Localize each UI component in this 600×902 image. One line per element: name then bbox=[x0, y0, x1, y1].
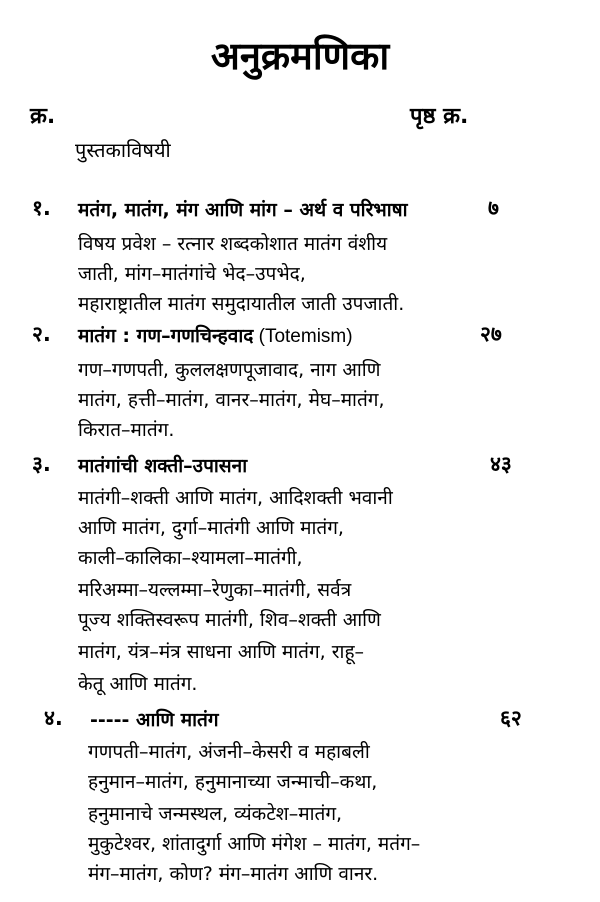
entry-description-line: हनुमान–मातंग, हनुमानाच्या जन्माची–कथा, bbox=[88, 771, 378, 793]
entry-description-line: महाराष्ट्रातील मातंग समुदायातील जाती उपजाती. bbox=[78, 293, 405, 315]
page-title: अनुक्रमणिका bbox=[210, 34, 390, 78]
entry-page-number: ७ bbox=[488, 196, 499, 220]
entry-number: ४. bbox=[44, 706, 63, 730]
serial-column-header: क्र. bbox=[30, 104, 56, 129]
entry-page-number: २७ bbox=[480, 322, 502, 346]
entry-description-line: गण–गणपती, कुललक्षणपूजावाद, नाग आणि bbox=[78, 359, 381, 381]
entry-description-line: मंग–मातंग, कोण? मंग–मातंग आणि वानर. bbox=[88, 863, 379, 885]
entry-number: २. bbox=[32, 322, 51, 346]
entry-number: ३. bbox=[32, 452, 51, 476]
entry-description-line: पूज्य शक्तिस्वरूप मातंगी, शिव–शक्ती आणि bbox=[78, 609, 381, 631]
entry-description-line: विषय प्रवेश – रत्नार शब्दकोशात मातंग वंशीय bbox=[78, 233, 388, 255]
page-number-column-header: पृष्ठ क्र. bbox=[410, 104, 469, 129]
entry-description-line: मातंग, यंत्र–मंत्र साधना आणि मातंग, राहू– bbox=[78, 641, 365, 663]
entry-page-number: ४३ bbox=[490, 452, 512, 476]
entry-title: मातंगांची शक्ती–उपासना bbox=[78, 455, 248, 477]
entry-title: मातंग : गण–गणचिन्हवाद (Totemism) bbox=[78, 325, 353, 347]
entry-description-line: काली–कालिका–श्यामला–मातंगी, bbox=[78, 547, 303, 569]
entry-description-line: मातंग, हत्ती–मातंग, वानर–मातंग, मेघ–मातंग, bbox=[78, 389, 385, 411]
entry-page-number: ६२ bbox=[500, 706, 522, 730]
entry-title: ----- आणि मातंग bbox=[90, 709, 219, 731]
entry-description-line: गणपती–मातंग, अंजनी–केसरी व महाबली bbox=[88, 741, 370, 763]
entry-description-line: मुकुटेश्वर, शांतादुर्गा आणि मंगेश – मातंग, मतंग– bbox=[88, 833, 421, 855]
entry-description-line: केतू आणि मातंग. bbox=[78, 673, 198, 695]
entry-description-line: किरात–मातंग. bbox=[78, 419, 175, 441]
preface-entry: पुस्तकाविषयी bbox=[75, 138, 171, 162]
entry-description-line: मरिअम्मा–यल्लम्मा–रेणुका–मातंगी, सर्वत्र bbox=[78, 579, 352, 601]
entry-description-line: हनुमानाचे जन्मस्थल, व्यंकटेश–मातंग, bbox=[88, 803, 343, 825]
entry-description-line: आणि मातंग, दुर्गा–मातंगी आणि मातंग, bbox=[78, 517, 344, 539]
entry-description-line: जाती, मांग–मातंगांचे भेद–उपभेद, bbox=[78, 263, 306, 285]
entry-title: मतंग, मातंग, मंग आणि मांग – अर्थ व परिभाषा bbox=[78, 199, 408, 221]
entry-description-line: मातंगी–शक्ती आणि मातंग, आदिशक्ती भवानी bbox=[78, 487, 393, 509]
entry-number: १. bbox=[32, 196, 51, 220]
